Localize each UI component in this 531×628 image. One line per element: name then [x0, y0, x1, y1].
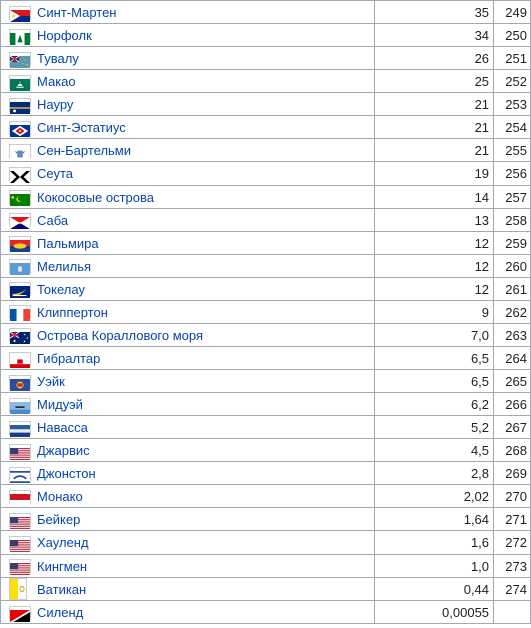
area-cell [375, 393, 494, 416]
rank-cell [494, 24, 531, 47]
rank-value: 262 [505, 304, 527, 320]
table-row [1, 485, 531, 508]
territory-link[interactable]: Уэйк [37, 374, 65, 390]
rank-cell [494, 323, 531, 346]
rank-value: 259 [505, 235, 527, 251]
area-value: 35 [474, 5, 490, 21]
territory-cell [1, 508, 375, 531]
table-row [1, 577, 531, 601]
table-row [1, 554, 531, 577]
rank-cell [494, 462, 531, 485]
table-body [1, 1, 531, 624]
area-cell [375, 24, 494, 47]
jarvis-flag-icon[interactable] [9, 444, 31, 458]
territory-link[interactable]: Синт-Мартен [37, 5, 117, 21]
area-value: 12 [474, 235, 490, 251]
area-cell [375, 601, 494, 624]
area-value: 13 [474, 212, 490, 228]
rank-cell [494, 531, 531, 554]
table-row [1, 162, 531, 185]
area-value: 4,5 [470, 443, 490, 459]
rank-cell [494, 508, 531, 531]
table-row [1, 531, 531, 554]
baker-flag-icon[interactable] [9, 513, 31, 527]
rank-value: 269 [505, 466, 527, 482]
area-cell [375, 554, 494, 577]
rank-value: 257 [505, 189, 527, 205]
rank-value: 266 [505, 397, 527, 413]
territory-cell [1, 416, 375, 439]
area-cell [375, 323, 494, 346]
rank-value: 256 [505, 166, 527, 182]
rank-value: 261 [505, 281, 527, 297]
table-row [1, 93, 531, 116]
territory-cell [1, 577, 375, 601]
table-row [1, 462, 531, 485]
rank-value: 274 [505, 581, 527, 597]
rank-value: 250 [505, 28, 527, 44]
area-value: 2,8 [470, 466, 490, 482]
territory-link[interactable]: Саба [37, 212, 69, 228]
rank-value: 264 [505, 351, 527, 366]
territory-link[interactable]: Гибралтар [37, 351, 101, 366]
rank-cell [494, 93, 531, 116]
territory-cell [1, 323, 375, 346]
area-value: 25 [474, 74, 490, 90]
table-row [1, 601, 531, 624]
rank-cell [494, 485, 531, 508]
table-row [1, 1, 531, 24]
rank-cell [494, 139, 531, 162]
area-value: 34 [474, 28, 490, 44]
rank-cell [494, 70, 531, 93]
saba-flag-icon[interactable] [9, 213, 31, 227]
territory-cell [1, 346, 375, 369]
table-row [1, 70, 531, 93]
table-row [1, 370, 531, 393]
navassa-flag-icon[interactable] [9, 421, 31, 435]
rank-cell [494, 208, 531, 231]
rank-cell [494, 254, 531, 277]
macau-flag-icon[interactable] [9, 75, 31, 89]
rank-cell [494, 162, 531, 185]
area-cell [375, 231, 494, 254]
area-cell [375, 370, 494, 393]
area-cell [375, 531, 494, 554]
rank-cell [494, 300, 531, 323]
table-row [1, 439, 531, 462]
area-value: 6,5 [470, 374, 490, 390]
rank-cell [494, 370, 531, 393]
palmyra-flag-icon[interactable] [9, 236, 31, 250]
rank-cell [494, 231, 531, 254]
area-cell [375, 254, 494, 277]
rank-value: 249 [505, 5, 527, 21]
area-value: 7,0 [470, 327, 490, 343]
area-cell [375, 70, 494, 93]
territory-link[interactable]: Сен-Бартельми [37, 143, 131, 159]
midway-flag-icon[interactable] [9, 398, 31, 412]
rank-value: 273 [505, 558, 527, 574]
territory-link[interactable]: Пальмира [37, 235, 99, 251]
territory-link[interactable]: Макао [37, 74, 76, 90]
territory-cell [1, 139, 375, 162]
area-value: 21 [474, 120, 490, 136]
sint-eustatius-flag-icon[interactable] [9, 121, 31, 135]
table-row [1, 24, 531, 47]
table-row [1, 139, 531, 162]
sealand-flag-icon[interactable] [9, 606, 31, 620]
area-cell [375, 577, 494, 601]
area-cell [375, 485, 494, 508]
table-row [1, 508, 531, 531]
table-row [1, 346, 531, 369]
territory-link[interactable]: Кокосовые острова [37, 189, 154, 205]
rank-cell [494, 393, 531, 416]
rank-cell [494, 439, 531, 462]
wake-flag-icon[interactable] [9, 375, 31, 389]
territory-link[interactable]: Острова Кораллового моря [37, 327, 204, 343]
territory-cell [1, 162, 375, 185]
territory-link[interactable]: Науру [37, 97, 74, 113]
territory-link[interactable]: Клиппертон [37, 304, 108, 320]
rank-value: 263 [505, 327, 527, 343]
tuvalu-flag-icon[interactable] [9, 52, 31, 66]
table-row [1, 47, 531, 70]
area-value: 9 [481, 304, 490, 320]
rank-value: 260 [505, 258, 527, 274]
territory-cell [1, 70, 375, 93]
territory-cell [1, 277, 375, 300]
area-value: 21 [474, 97, 490, 113]
territory-link[interactable]: Норфолк [37, 28, 92, 44]
area-cell [375, 439, 494, 462]
norfolk-flag-icon[interactable] [9, 29, 31, 43]
area-value: 2,02 [463, 489, 490, 505]
rank-cell [494, 277, 531, 300]
territory-cell [1, 208, 375, 231]
rank-cell [494, 116, 531, 139]
territory-link[interactable]: Токелау [37, 281, 85, 297]
rank-cell [494, 346, 531, 369]
territory-cell [1, 231, 375, 254]
territory-cell [1, 601, 375, 624]
area-cell [375, 185, 494, 208]
territory-cell [1, 116, 375, 139]
area-value: 6,5 [470, 351, 490, 366]
rank-value: 267 [505, 420, 527, 436]
territory-link[interactable]: Тувалу [37, 51, 79, 67]
rank-value: 255 [505, 143, 527, 159]
saint-barthelemy-flag-icon[interactable] [9, 144, 31, 158]
rank-cell [494, 577, 531, 601]
territory-cell [1, 47, 375, 70]
coral-sea-islands-flag-icon[interactable] [9, 328, 31, 342]
territory-cell [1, 185, 375, 208]
area-cell [375, 208, 494, 231]
sint-maarten-flag-icon[interactable] [9, 6, 31, 20]
territory-link[interactable]: Навасса [37, 420, 88, 436]
table-row [1, 231, 531, 254]
area-cell [375, 93, 494, 116]
table-row [1, 323, 531, 346]
territory-link[interactable]: Монако [37, 489, 83, 505]
territory-link[interactable]: Джонстон [37, 466, 96, 482]
rank-cell [494, 185, 531, 208]
rank-value: 272 [505, 535, 527, 551]
area-cell [375, 139, 494, 162]
territory-cell [1, 370, 375, 393]
area-cell [375, 508, 494, 531]
area-cell [375, 300, 494, 323]
territory-cell [1, 1, 375, 24]
gibraltar-flag-icon[interactable] [9, 352, 31, 366]
ceuta-flag-icon[interactable] [9, 167, 31, 181]
table-row [1, 185, 531, 208]
rank-value: 251 [505, 51, 527, 67]
area-value: 0,44 [463, 581, 490, 597]
rank-value: 252 [505, 74, 527, 90]
territory-cell [1, 393, 375, 416]
table-row [1, 300, 531, 323]
territory-link[interactable]: Сеута [37, 166, 74, 182]
area-cell [375, 346, 494, 369]
territory-cell [1, 462, 375, 485]
territory-link[interactable]: Синт-Эстатиус [37, 120, 126, 136]
area-value: 14 [474, 189, 490, 205]
rank-cell [494, 47, 531, 70]
territory-link[interactable]: Хауленд [37, 535, 89, 551]
johnston-flag-icon[interactable] [9, 467, 31, 481]
area-cell [375, 116, 494, 139]
area-cell [375, 416, 494, 439]
area-cell [375, 162, 494, 185]
table-row [1, 393, 531, 416]
area-cell [375, 1, 494, 24]
melilla-flag-icon[interactable] [9, 259, 31, 273]
kingman-flag-icon[interactable] [9, 559, 31, 573]
vatican-flag-icon[interactable] [9, 578, 27, 600]
area-value: 1,64 [463, 512, 490, 528]
rank-value: 271 [505, 512, 527, 528]
howland-flag-icon[interactable] [9, 536, 31, 550]
territory-link[interactable]: Мидуэй [37, 397, 83, 413]
monaco-flag-icon[interactable] [9, 490, 31, 504]
rank-cell [494, 601, 531, 624]
area-cell [375, 277, 494, 300]
table-row [1, 116, 531, 139]
area-value: 5,2 [470, 420, 490, 436]
rank-value: 270 [505, 489, 527, 505]
territory-cell [1, 24, 375, 47]
rank-value: 265 [505, 374, 527, 390]
territory-link[interactable]: Бейкер [37, 512, 81, 528]
territory-link[interactable]: Силенд [37, 605, 84, 621]
area-cell [375, 462, 494, 485]
area-value: 12 [474, 258, 490, 274]
territory-cell [1, 93, 375, 116]
table-row [1, 254, 531, 277]
territory-link[interactable]: Джарвис [37, 443, 90, 459]
area-value: 6,2 [470, 397, 490, 413]
area-value: 26 [474, 51, 490, 67]
rank-value: 258 [505, 212, 527, 228]
territory-cell [1, 531, 375, 554]
table-row [1, 277, 531, 300]
area-value: 21 [474, 143, 490, 159]
area-cell [375, 47, 494, 70]
territory-cell [1, 485, 375, 508]
nauru-flag-icon[interactable] [9, 98, 31, 112]
territory-link[interactable]: Мелилья [37, 258, 92, 274]
rank-value: 268 [505, 443, 527, 459]
territory-cell [1, 554, 375, 577]
area-value: 12 [474, 281, 490, 297]
cocos-islands-flag-icon[interactable] [9, 190, 31, 204]
territory-cell [1, 254, 375, 277]
rank-cell [494, 416, 531, 439]
territory-link[interactable]: Кингмен [37, 558, 88, 574]
area-value: 1,6 [470, 535, 490, 551]
territory-cell [1, 439, 375, 462]
clipperton-flag-icon[interactable] [9, 305, 31, 319]
table-row [1, 416, 531, 439]
territory-link[interactable]: Ватикан [37, 581, 87, 597]
rank-value: 253 [505, 97, 527, 113]
rank-value: 254 [505, 120, 527, 136]
territory-cell [1, 300, 375, 323]
area-value: 0,00055 [442, 605, 490, 621]
area-value: 19 [474, 166, 490, 182]
table-row [1, 208, 531, 231]
area-value: 1,0 [470, 558, 490, 574]
rank-cell [494, 1, 531, 24]
rank-cell [494, 554, 531, 577]
tokelau-flag-icon[interactable] [9, 282, 31, 296]
